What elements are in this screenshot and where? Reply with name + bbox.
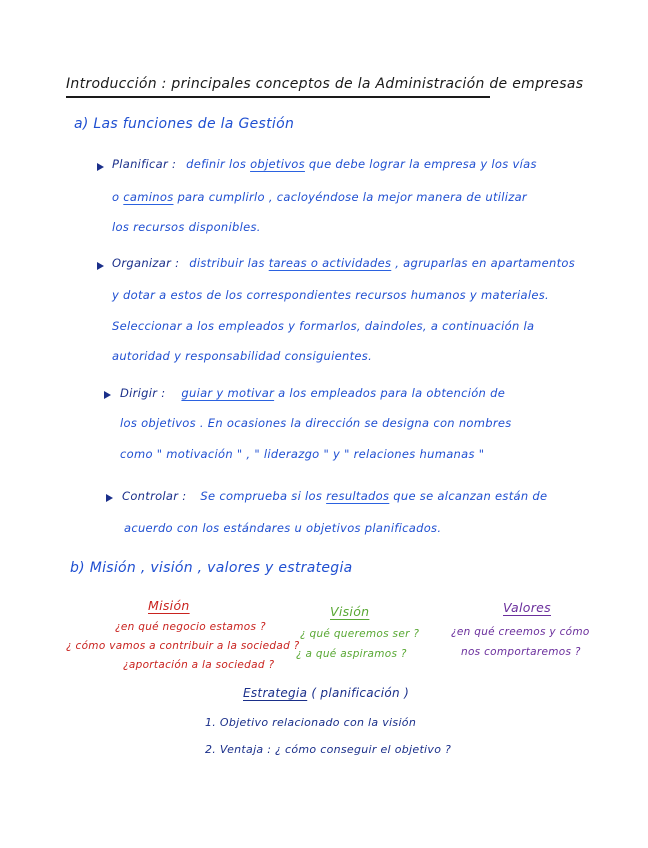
controlar-text: Se comprueba si los xyxy=(200,489,327,503)
dirigir-line-3: como " motivación " , " liderazgo " y " relaciones humanas " xyxy=(120,447,485,461)
planificar-key-caminos: caminos xyxy=(123,190,174,204)
planificar-line-3: los recursos disponibles. xyxy=(112,220,261,234)
mision-line-2: ¿ cómo vamos a contribuir a la sociedad ? xyxy=(66,640,300,652)
section-a-heading: a) Las funciones de la Gestión xyxy=(74,116,295,132)
estrategia-heading xyxy=(243,686,409,700)
estrategia-line-2: 2. Ventaja : ¿ cómo conseguir el objetivo ? xyxy=(205,743,452,756)
bullet-controlar xyxy=(106,494,113,502)
dirigir-line-2: los objetivos . En ocasiones la dirección se designa con nombres xyxy=(120,416,512,430)
organizar-line-4: autoridad y responsabilidad consiguientes. xyxy=(112,349,373,363)
dirigir-label: Dirigir : xyxy=(120,386,166,400)
organizar-key-tareas: tareas o actividades xyxy=(268,256,392,270)
organizar-line-1 xyxy=(112,256,575,270)
planificar-text: definir los xyxy=(186,157,251,171)
valores-title: Valores xyxy=(503,600,551,615)
dirigir-line-1 xyxy=(120,386,505,400)
vision-line-2: ¿ a qué aspiramos ? xyxy=(296,648,407,660)
estrategia-subtitle: ( planificación ) xyxy=(307,686,410,700)
planificar-key-objetivos: objetivos xyxy=(250,157,305,171)
organizar-line-2: y dotar a estos de los correspondientes recursos humanos y materiales. xyxy=(112,288,549,302)
section-b-heading: b) Misión , visión , valores y estrategia xyxy=(70,560,353,576)
planificar-line-2 xyxy=(112,190,527,204)
dirigir-text: a los empleados para la obtención de xyxy=(274,386,506,400)
organizar-line-3: Seleccionar a los empleados y formarlos, daindoles, a continuación la xyxy=(112,319,535,333)
bullet-planificar xyxy=(97,163,104,171)
planificar-text: para cumplirlo , cacloyéndose la mejor manera de utilizar xyxy=(173,190,527,204)
vision-line-1: ¿ qué queremos ser ? xyxy=(300,628,420,640)
valores-line-1: ¿en qué creemos y cómo xyxy=(451,626,590,638)
organizar-text: , agruparlas en apartamentos xyxy=(391,256,576,270)
title-underline xyxy=(66,96,490,98)
organizar-label: Organizar : xyxy=(112,256,180,270)
organizar-text: distribuir las xyxy=(189,256,269,270)
controlar-text: que se alcanzan están de xyxy=(389,489,548,503)
planificar-line-1 xyxy=(112,157,537,171)
planificar-label: Planificar : xyxy=(112,157,177,171)
controlar-line-1 xyxy=(122,489,547,503)
controlar-line-2: acuerdo con los estándares u objetivos planificados. xyxy=(124,521,442,535)
planificar-text: o xyxy=(112,190,124,204)
page-title: Introducción : principales conceptos de la Administración de empresas xyxy=(66,76,584,92)
mision-title: Misión xyxy=(148,598,190,613)
dirigir-key-guiar: guiar y motivar xyxy=(181,386,275,400)
controlar-label: Controlar : xyxy=(122,489,187,503)
valores-line-2: nos comportaremos ? xyxy=(461,646,581,658)
vision-title: Visión xyxy=(330,604,370,619)
mision-line-1: ¿en qué negocio estamos ? xyxy=(115,621,266,633)
controlar-key-resultados: resultados xyxy=(326,489,390,503)
mision-line-3: ¿aportación a la sociedad ? xyxy=(123,659,275,671)
bullet-dirigir xyxy=(104,391,111,399)
estrategia-line-1: 1. Objetivo relacionado con la visión xyxy=(205,716,417,729)
bullet-organizar xyxy=(97,262,104,270)
planificar-text: que debe lograr la empresa y los vías xyxy=(304,157,537,171)
estrategia-title: Estrategia xyxy=(243,686,308,700)
